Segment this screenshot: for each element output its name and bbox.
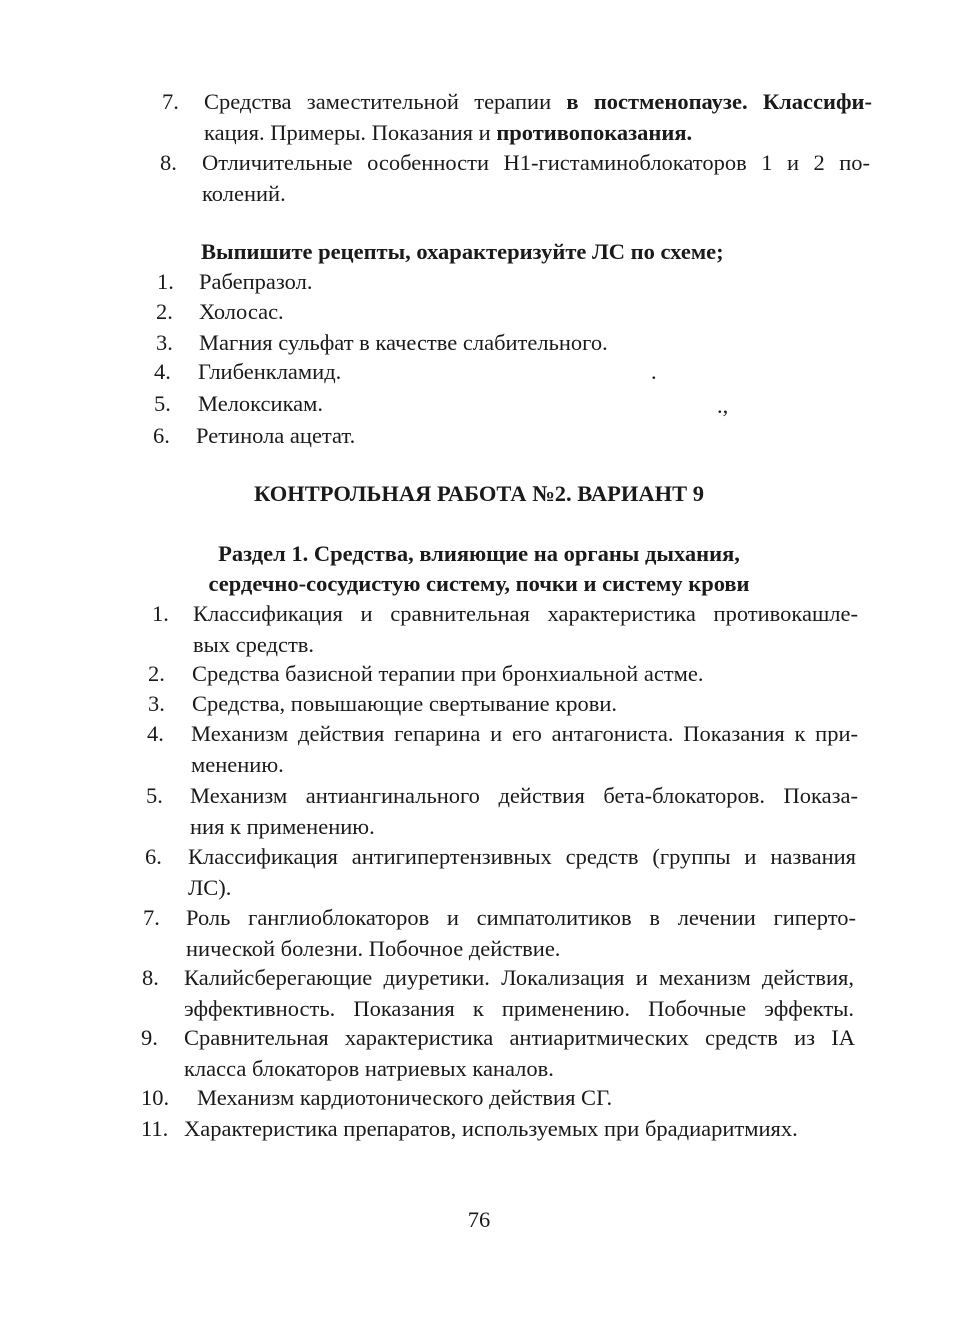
item-text: Рабепразол. — [199, 269, 313, 294]
prescription-item — [156, 296, 756, 327]
item-text-line: ния к применению. — [190, 814, 375, 839]
item-text: Холосас. — [199, 299, 284, 324]
item-text-line: менению. — [191, 752, 284, 777]
item-text: Средства заместительной терапии — [204, 89, 567, 114]
item-number: 4. — [154, 359, 171, 384]
control-work-title: КОНТРОЛЬНАЯ РАБОТА №2. ВАРИАНТ 9 — [254, 481, 704, 506]
item-number: 9. — [141, 1025, 158, 1050]
item-text-line: Средства, повышающие свертывание крови. — [192, 691, 618, 716]
section-list-item — [143, 902, 857, 964]
item-number: 1. — [157, 269, 174, 294]
item-text-line: Калийсберегающие диуретики. Локализация и механизм действия, — [184, 965, 854, 990]
prescription-item — [157, 266, 757, 297]
item-number: 6. — [153, 423, 170, 448]
item-text-line: Механизм кардиотонического действия СГ. — [197, 1085, 613, 1110]
item-number: 2. — [156, 299, 173, 324]
item-number: 4. — [147, 721, 164, 746]
item-number: 1. — [152, 601, 169, 626]
page-number: 76 — [467, 1207, 491, 1232]
section-list-item — [148, 688, 858, 719]
item-text-line: Механизм действия гепарина и его антагониста. Показания к при- — [191, 721, 858, 746]
section-list-item — [152, 598, 862, 660]
item-number: 10. — [141, 1085, 170, 1110]
stray-mark: . — [651, 359, 657, 384]
item-number: 6. — [145, 844, 162, 869]
prescriptions-heading: Выпишите рецепты, охарактеризуйте ЛС по схеме; — [201, 239, 724, 264]
item-number: 7. — [143, 905, 160, 930]
item-text-line: ЛС). — [188, 875, 232, 900]
item-text-line: Средства базисной терапии при бронхиальной астме. — [192, 661, 704, 686]
item-number: 7. — [162, 89, 179, 114]
item-text-line — [204, 86, 872, 117]
item-text-line: эффективность. Показания к применению. Побочные эффекты. — [184, 996, 854, 1021]
prescription-item — [156, 327, 756, 358]
item-text: Глибенкламид. — [198, 359, 342, 384]
item-text: Мелоксикам. — [198, 391, 324, 416]
item-number: 8. — [142, 965, 159, 990]
section-title-line: Раздел 1. Средства, влияющие на органы дыхания, — [218, 541, 740, 566]
item-number: 2. — [148, 661, 165, 686]
item-text-line: класса блокаторов натриевых каналов. — [184, 1056, 554, 1081]
section-list-item — [141, 1082, 857, 1113]
prescription-item — [154, 388, 754, 419]
item-text-line: Механизм антиангинального действия бета-блокаторов. Показа- — [190, 783, 858, 808]
section-list-item — [146, 780, 859, 842]
item-number: 8. — [160, 150, 177, 175]
item-text-bold: в постменопаузе. Классифи- — [566, 89, 872, 114]
item-text-line: Классификация и сравнительная характеристика противокашле- — [193, 601, 858, 626]
item-text: Ретинола ацетат. — [196, 423, 356, 448]
section-list-item — [148, 658, 858, 689]
section-list-item — [141, 1022, 857, 1084]
item-number: 5. — [146, 783, 163, 808]
section-list-item — [145, 841, 858, 903]
item-text-line: Классификация антигипертензивных средств (группы и названия — [188, 844, 856, 869]
item-number: 5. — [154, 391, 171, 416]
top-list-item — [162, 86, 872, 148]
item-text-line: нической болезни. Побочное действие. — [186, 936, 561, 961]
section-list-item — [142, 962, 857, 1024]
section-list-item — [141, 1113, 857, 1144]
item-text-line: Характеристика препаратов, используемых при брадиаритмиях. — [184, 1116, 798, 1141]
item-number: 3. — [156, 330, 173, 355]
item-text-bold: противопоказания. — [496, 120, 693, 145]
item-text-line — [204, 117, 872, 148]
item-number: 3. — [148, 691, 165, 716]
item-text-line: вых средств. — [193, 632, 315, 657]
prescription-item — [153, 420, 753, 451]
item-text-line: Роль ганглиоблокаторов и симпатолитиков в лечении гиперто- — [186, 905, 856, 930]
item-text-line: Сравнительная характеристика антиаритмических средств из IA — [184, 1025, 855, 1050]
section-title-line: сердечно-сосудистую систему, почки и систему крови — [208, 571, 750, 596]
top-list-item — [160, 147, 870, 209]
prescription-item — [154, 356, 754, 387]
item-text: кация. Примеры. Показания и — [204, 120, 497, 145]
item-number: 11. — [141, 1116, 169, 1141]
stray-mark: ., — [717, 393, 729, 418]
item-text: Магния сульфат в качестве слабительного. — [199, 330, 608, 355]
section-list-item — [147, 718, 859, 780]
item-text-line: колений. — [202, 181, 286, 206]
item-text-line: Отличительные особенности Н1-гистаминоблокаторов 1 и 2 по- — [202, 150, 870, 175]
